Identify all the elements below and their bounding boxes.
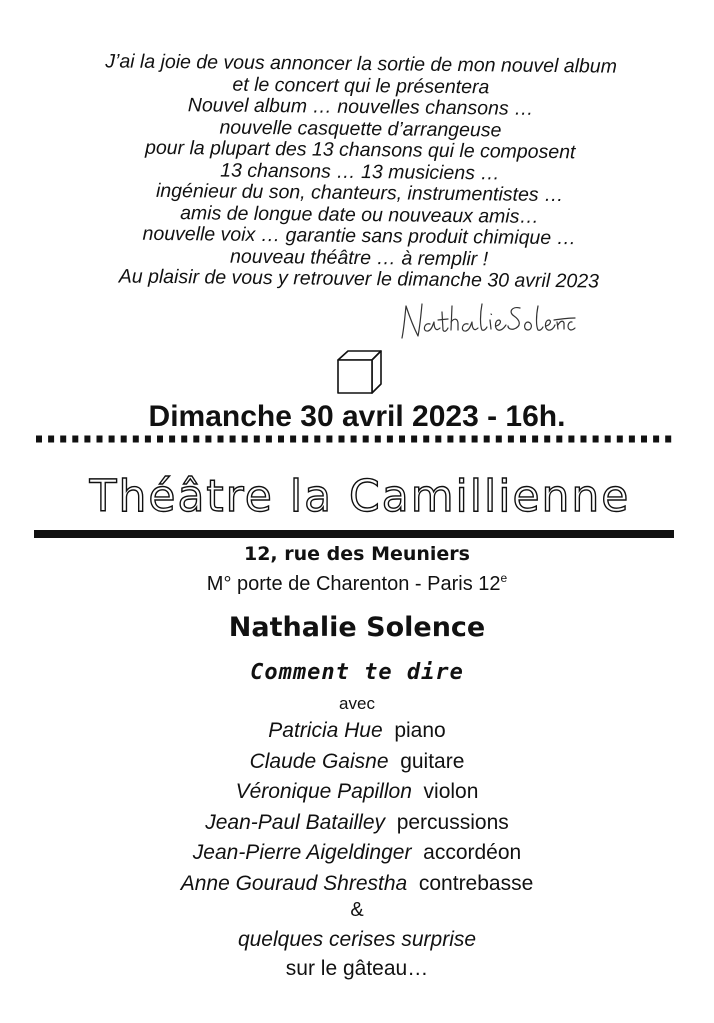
musician-name: Patricia Hue <box>268 719 383 742</box>
musician-row <box>0 808 714 839</box>
metro-info <box>0 571 714 596</box>
venue-name-text: Théâtre la Camillienne <box>89 471 631 522</box>
musician-instrument: percussions <box>396 810 509 834</box>
arrondissement-suffix: e <box>500 571 508 585</box>
intro-line: nouveau théâtre … à remplir ! <box>230 245 489 270</box>
musician-row <box>0 838 714 869</box>
album-title: Comment te dire <box>250 660 464 685</box>
musician-row <box>0 777 714 808</box>
solid-divider <box>34 530 674 538</box>
handwritten-signature <box>396 298 576 342</box>
intro-line: Au plaisir de vous y retrouver le dimanche 30 avril 2023 <box>118 265 600 293</box>
venue-name <box>60 466 660 526</box>
closing-line-1: quelques cerises surprise <box>237 928 477 951</box>
musician-name: Jean-Paul Batailley <box>205 810 386 834</box>
intro-line: ingénieur du son, chanteurs, instrumentistes … <box>155 179 564 207</box>
dotted-divider <box>34 434 674 444</box>
musician-instrument: accordéon <box>423 841 522 864</box>
intro-line: 13 chansons … 13 musiciens … <box>220 159 500 184</box>
ampersand: & <box>350 899 364 921</box>
metro-text: M° porte de Charenton - Paris 12 <box>206 573 501 595</box>
intro-line: et le concert qui le présentera <box>232 73 490 98</box>
musician-instrument: piano <box>394 719 446 742</box>
intro-line: amis de longue date ou nouveaux amis… <box>180 201 540 228</box>
musician-instrument: violon <box>423 780 479 803</box>
musician-instrument: contrebasse <box>418 871 534 895</box>
event-date-time: Dimanche 30 avril 2023 - 16h. <box>148 400 566 433</box>
musician-row <box>0 716 714 747</box>
musicians-list <box>0 716 714 899</box>
musician-name: Véronique Papillon <box>235 780 412 803</box>
musician-row <box>0 747 714 778</box>
musician-name: Jean-Pierre Aigeldinger <box>192 841 412 864</box>
artist-name: Nathalie Solence <box>228 612 486 643</box>
musician-instrument: guitare <box>400 749 465 773</box>
intro-line: J’ai la joie de vous annoncer la sortie de mon nouvel album <box>105 50 618 78</box>
intro-line: nouvelle casquette d’arrangeuse <box>219 116 502 141</box>
intro-paragraph <box>29 51 691 294</box>
intro-line: pour la plupart des 13 chansons qui le composent <box>144 136 576 164</box>
musician-row <box>0 869 714 900</box>
cube-icon <box>335 348 385 398</box>
closing-line-2: sur le gâteau… <box>285 957 429 980</box>
intro-line: nouvelle voix … garantie sans produit chimique … <box>142 222 577 250</box>
musician-name: Anne Gouraud Shrestha <box>180 871 408 895</box>
intro-line: Nouvel album … nouvelles chansons … <box>187 94 534 120</box>
venue-address: 12, rue des Meuniers <box>243 543 470 565</box>
musician-name: Claude Gaisne <box>249 749 389 773</box>
with-label: avec <box>339 694 375 713</box>
